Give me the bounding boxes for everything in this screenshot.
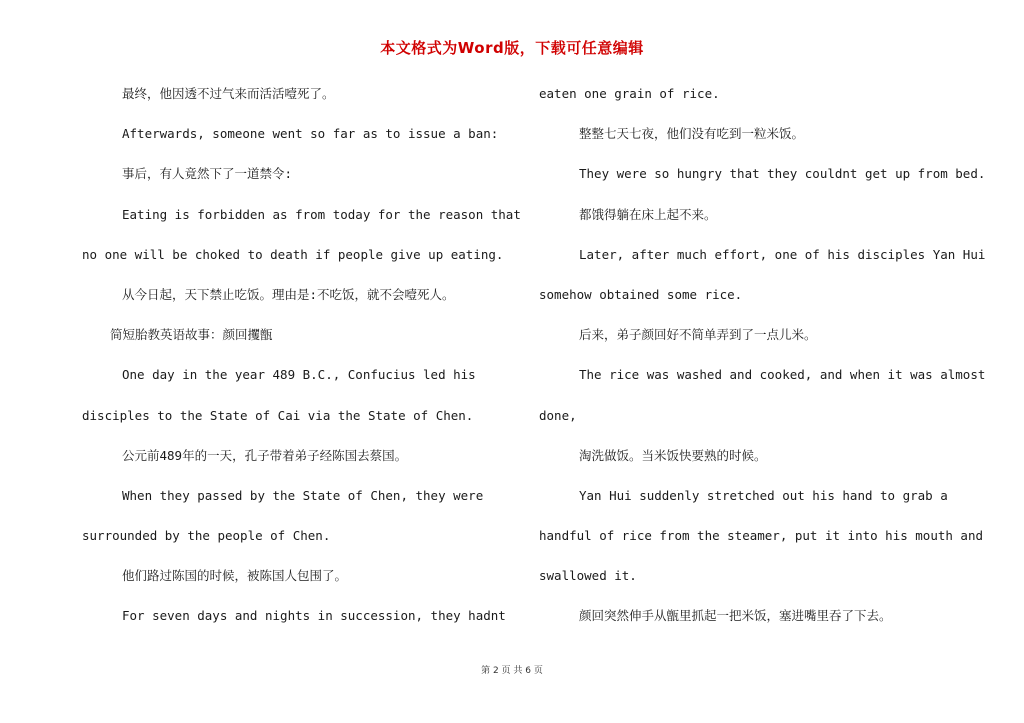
text-line: 从今日起，天下禁止吃饭。理由是:不吃饭，就不会噎死人。 [122, 286, 455, 302]
text-line: The rice was washed and cooked, and when it was almost [579, 367, 986, 383]
text-line: 整整七天七夜，他们没有吃到一粒米饭。 [579, 126, 805, 142]
text-line: 他们路过陈国的时候，被陈国人包围了。 [122, 568, 348, 584]
text-line: 事后，有人竟然下了一道禁令: [122, 166, 293, 182]
text-line: surrounded by the people of Chen. [82, 528, 331, 544]
text-line: handful of rice from the steamer, put it into his mouth and [539, 528, 984, 544]
text-line: 都饿得躺在床上起不来。 [579, 206, 717, 222]
text-line: eaten one grain of rice. [539, 86, 720, 101]
text-line: no one will be choked to death if people give up eating. [82, 246, 504, 262]
text-line: When they passed by the State of Chen, they were [122, 487, 484, 503]
text-line: 公元前489年的一天，孔子带着弟子经陈国去蔡国。 [122, 447, 408, 463]
text-line: 颜回突然伸手从甑里抓起一把米饭，塞进嘴里吞了下去。 [579, 608, 892, 624]
text-line: somehow obtained some rice. [539, 286, 743, 302]
text-line: done, [539, 407, 577, 423]
text-line: Yan Hui suddenly stretched out his hand to grab a [579, 487, 948, 503]
text-line: Eating is forbidden as from today for the reason that [122, 206, 521, 222]
text-line: For seven days and nights in succession, they hadnt [122, 608, 506, 624]
text-line: Later, after much effort, one of his disciples Yan Hui [579, 246, 986, 262]
section-heading: 简短胎教英语故事：颜回攫甑 [110, 327, 273, 343]
text-line: One day in the year 489 B.C., Confucius led his [122, 367, 476, 383]
left-text-column [82, 84, 521, 647]
text-line: disciples to the State of Cai via the State of Chen. [82, 407, 474, 423]
document-banner: 本文格式为Word版，下载可任意编辑 [380, 39, 644, 57]
text-line: 淘洗做饭。当米饭快要熟的时候。 [579, 447, 767, 463]
text-line: Afterwards, someone went so far as to issue a ban: [122, 126, 499, 142]
text-line: They were so hungry that they couldnt get up from bed. [579, 166, 986, 182]
text-line: 最终，他因透不过气来而活活噎死了。 [122, 86, 335, 101]
right-text-column [539, 84, 986, 647]
text-line: swallowed it. [539, 568, 637, 584]
page-number: 第 2 页 共 6 页 [481, 666, 543, 676]
text-line: 后来，弟子颜回好不简单弄到了一点儿米。 [579, 327, 817, 343]
